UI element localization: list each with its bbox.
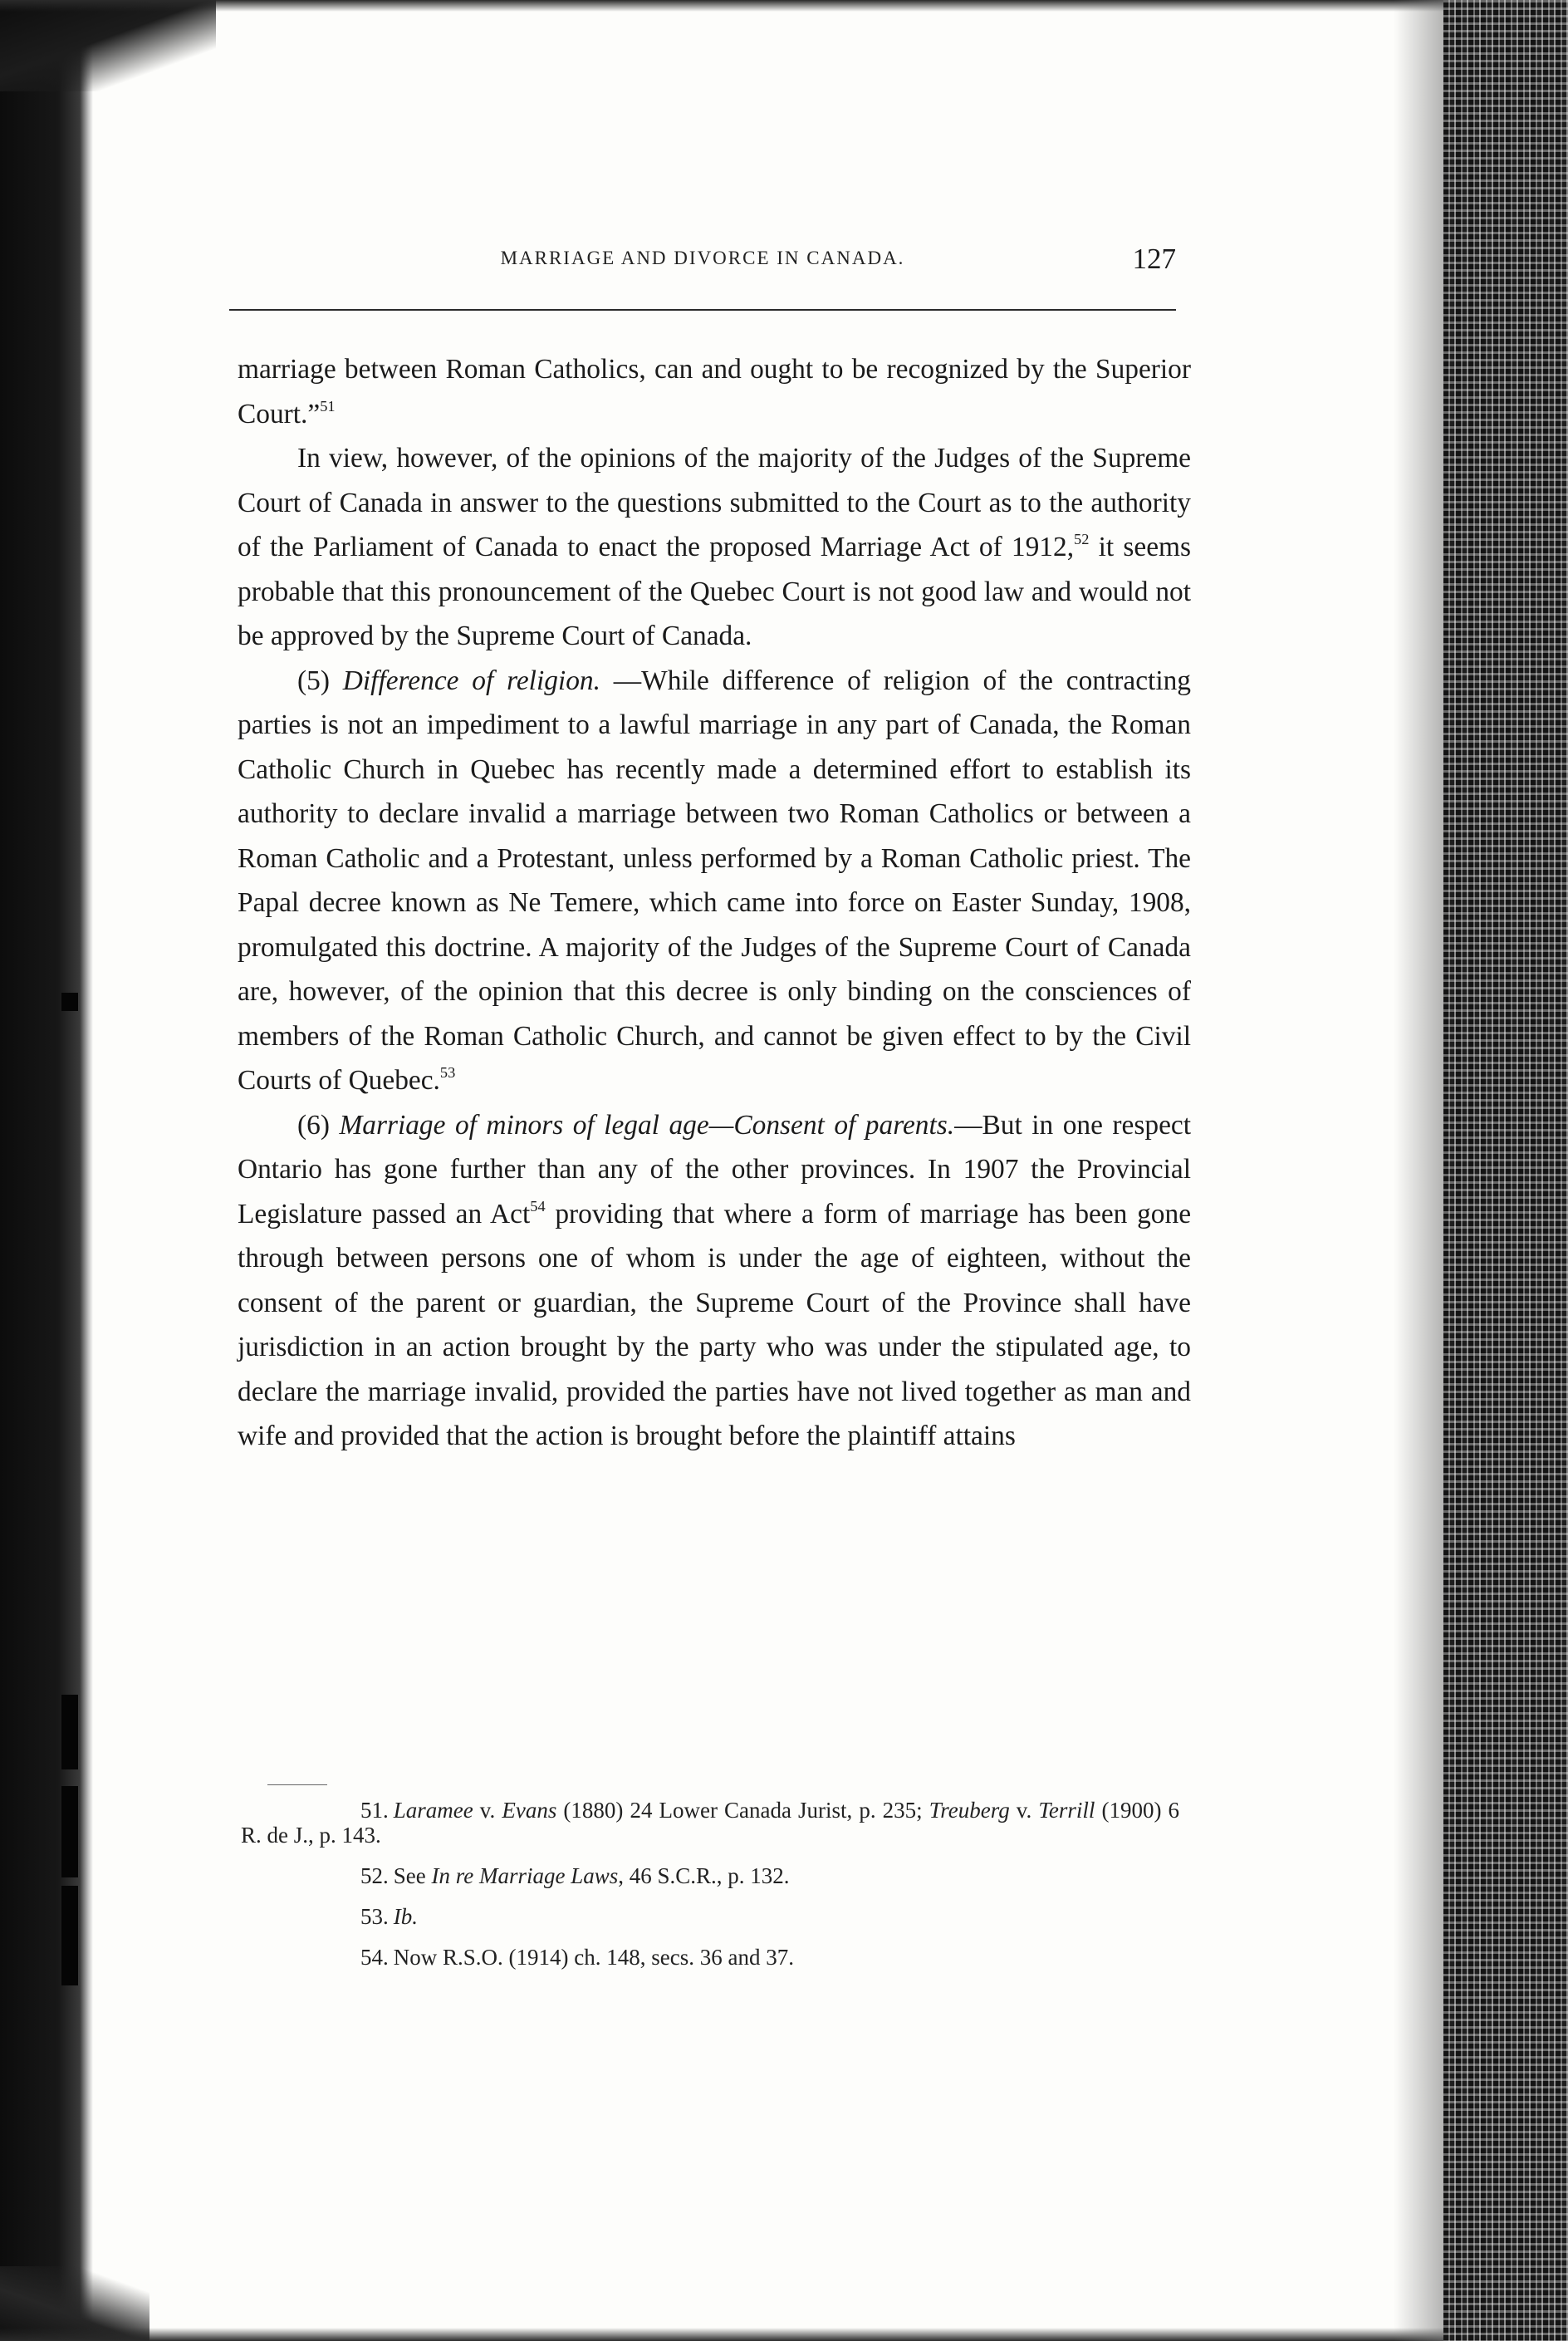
footnote-text: v. bbox=[1009, 1798, 1039, 1823]
footnote-ref-51: 51 bbox=[320, 397, 336, 415]
footnote-text: (1900) 6 R. de J., p. 143. bbox=[241, 1798, 1180, 1848]
footnote-text: Now R.S.O. (1914) ch. 148, secs. 36 and 37. bbox=[393, 1945, 794, 1970]
left-page-edge-shadow bbox=[0, 0, 93, 2341]
paragraph-text: —But in one respect Ontario has gone further than any of the other provinces. In 1907 the Provincial Legislature passed an Act bbox=[238, 1109, 1191, 1229]
footnote-text: See bbox=[393, 1863, 432, 1888]
paragraph-continuation bbox=[238, 347, 1191, 436]
section-heading: Marriage of minors of legal age—Consent of parents. bbox=[339, 1109, 955, 1141]
gutter-mark bbox=[61, 993, 78, 1011]
right-binding-fade bbox=[1394, 0, 1443, 2341]
case-name: In re Marriage Laws bbox=[431, 1863, 619, 1888]
footnote-ref-53: 53 bbox=[439, 1064, 456, 1082]
paragraph-marriage-of-minors bbox=[238, 1103, 1191, 1459]
gutter-mark bbox=[61, 1786, 78, 1877]
footnote-53 bbox=[241, 1904, 1179, 1929]
paragraph-supreme-court-opinion bbox=[238, 436, 1191, 659]
case-name: Terrill bbox=[1038, 1798, 1095, 1823]
footnote-ref-54: 54 bbox=[530, 1197, 546, 1215]
paragraph-text: In view, however, of the opinions of the majority of the Judges of the Supreme Court of Canada in answer to the questions submitted to the Court as to the authority of the Parliament of Canada to enact the proposed Marriage Act of 1912, bbox=[238, 443, 1191, 562]
paragraph-text: —While difference of religion of the contracting parties is not an impediment to a lawful marriage in any part of Canada, the Roman Catholic Church in Quebec has recently made a determined effort to establish its authority to declare invalid a marriage between two Roman Catholics or between a Roman Catholic and a Protestant, unless performed by a Roman Catholic priest. The Papal decree known as Ne Temere, which came into force on Easter Sunday, 1908, promulgated this doctrine. A majority of the Judges of the Supreme Court of Canada are, however, of the opinion that this decree is only binding on the consciences of members of the Roman Catholic Church, and cannot be given effect to by the Civil Courts of Quebec. bbox=[238, 665, 1191, 1096]
footnote-text: (1880) 24 Lower Canada Jurist, p. 235; bbox=[556, 1798, 929, 1823]
footnote-number: 53. bbox=[360, 1904, 389, 1929]
footnotes bbox=[241, 1798, 1179, 1985]
footnote-number: 54. bbox=[360, 1945, 389, 1970]
case-name: Evans bbox=[502, 1798, 557, 1823]
top-left-page-curl bbox=[0, 0, 216, 91]
page-number: 127 bbox=[1132, 243, 1176, 275]
section-number: (6) bbox=[297, 1109, 340, 1141]
case-name: Laramee bbox=[393, 1798, 473, 1823]
footnote-text: v. bbox=[473, 1798, 502, 1823]
section-number: (5) bbox=[297, 665, 343, 696]
paragraph-text: marriage between Roman Catholics, can and ought to be recognized by the Superior Court.” bbox=[238, 354, 1191, 429]
gutter-mark bbox=[61, 1695, 78, 1769]
footnote-number: 52. bbox=[360, 1863, 389, 1888]
top-page-edge-shadow bbox=[0, 0, 1568, 12]
body-text bbox=[238, 347, 1191, 1459]
bottom-page-edge-shadow bbox=[0, 2328, 1568, 2341]
case-name: Ib. bbox=[393, 1904, 418, 1929]
paragraph-text: providing that where a form of marriage has been gone through between persons one of whom is under the age of eighteen, without the consent of the parent or guardian, the Supreme Court of the Province shall have jurisdiction in an action brought by the party who was under the stipulated age, to declare the marriage invalid, provided the parties have not lived together as man and wife and provided that the action is brought before the plaintiff attains bbox=[238, 1198, 1192, 1451]
running-header bbox=[229, 243, 1176, 276]
footnote-52 bbox=[241, 1863, 1179, 1888]
footnote-rule bbox=[267, 1784, 327, 1785]
right-page-stack-edges bbox=[1443, 0, 1568, 2341]
footnote-ref-52: 52 bbox=[1074, 531, 1090, 548]
paragraph-difference-of-religion bbox=[238, 659, 1191, 1103]
footnote-51 bbox=[241, 1798, 1179, 1848]
footnote-text: , 46 S.C.R., p. 132. bbox=[618, 1863, 790, 1888]
header-rule bbox=[229, 309, 1176, 311]
footnote-number: 51. bbox=[360, 1798, 389, 1823]
gutter-mark bbox=[61, 1886, 78, 1985]
case-name: Treuberg bbox=[929, 1798, 1010, 1823]
footnote-54 bbox=[241, 1945, 1179, 1970]
running-title: MARRIAGE AND DIVORCE IN CANADA. bbox=[500, 248, 905, 268]
paragraph-text: it seems probable that this pronouncement of the Quebec Court is not good law and would not be approved by the Supreme Court of Canada. bbox=[238, 532, 1191, 651]
section-heading: Difference of religion. bbox=[342, 665, 600, 696]
